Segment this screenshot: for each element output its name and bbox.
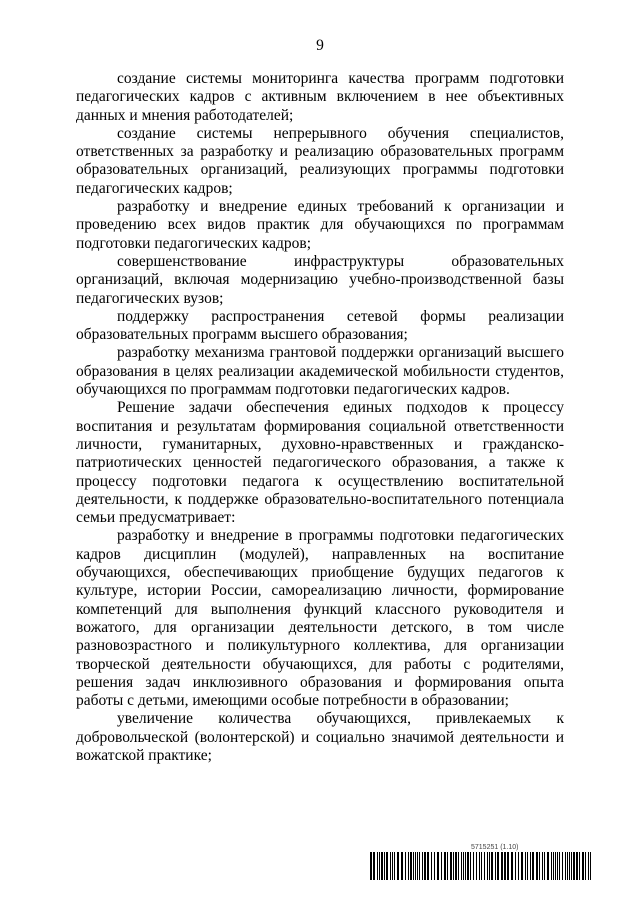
body-paragraph: разработку и внедрение в программы подготовки педагогических кадров дисциплин (модулей), направленных на воспитание обучающихся, обеспечивающих приобщение будущих педагогов к культуре, истории России, самореализацию личности, формирование компетенций для выполнения функций классного руководителя и вожатого, для организации деятельности детского, в том числе разновозрастного и поликультурного коллектива, для организации творческой деятельности обучающихся, для работы с родителями, решения задач инклюзивного образования и формирования опыта работы с детьми, имеющими особые потребности в образовании; — [76, 527, 564, 710]
barcode-icon — [370, 852, 592, 880]
body-paragraph: увеличение количества обучающихся, привлекаемых к добровольческой (волонтерской) и социально значимой деятельности и вожатской практике; — [76, 710, 564, 764]
body-paragraph: разработку механизма грантовой поддержки организаций высшего образования в целях реализации академической мобильности студентов, обучающихся по программам подготовки педагогических кадров. — [76, 344, 564, 399]
barcode-id: 5715251 (1.10) — [471, 844, 519, 851]
barcode-block — [370, 843, 592, 883]
page-number: 9 — [316, 37, 324, 54]
body-paragraph: создание системы непрерывного обучения специалистов, ответственных за разработку и реализацию образовательных программ образовательных организаций, реализующих программы подготовки педагогических кадров; — [76, 124, 564, 197]
body-paragraph: поддержку распространения сетевой формы реализации образовательных программ высшего образования; — [76, 307, 564, 344]
body-paragraph: совершенствование инфраструктуры образовательных организаций, включая модернизацию учебно-производственной базы педагогических вузов; — [76, 252, 564, 307]
document-body — [76, 70, 564, 765]
body-paragraph: создание системы мониторинга качества программ подготовки педагогических кадров с активным включением в нее объективных данных и мнения работодателей; — [76, 70, 564, 124]
body-paragraph: Решение задачи обеспечения единых подходов к процессу воспитания и результатам формирования социальной ответственности личности, гуманитарных, духовно-нравственных и гражданско-патриотических ценностей педагогического образования, а также к процессу подготовки педагога к осуществлению воспитательной деятельности, к поддержке образовательно-воспитательного потенциала семьи предусматривает: — [76, 399, 564, 527]
body-paragraph: разработку и внедрение единых требований к организации и проведению всех видов практик для обучающихся по программам подготовки педагогических кадров; — [76, 198, 564, 252]
